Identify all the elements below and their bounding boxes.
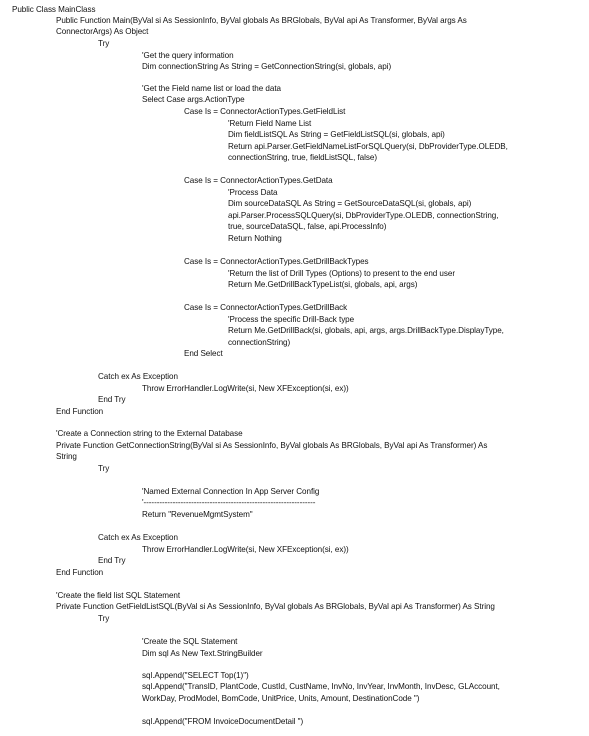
code-line: 'Get the query information — [142, 51, 234, 60]
code-line: connectionString) — [228, 338, 291, 347]
code-line: sql.Append("SELECT Top(1)") — [142, 671, 249, 680]
code-line: Try — [98, 464, 110, 473]
code-line: 'Process the specific Drill-Back type — [228, 315, 355, 324]
code-line: Throw ErrorHandler.LogWrite(si, New XFException(si, ex)) — [142, 384, 349, 393]
code-line: End Try — [98, 395, 126, 404]
code-line: Dim sourceDataSQL As String = GetSourceDataSQL(si, globals, api) — [228, 199, 472, 208]
code-line: Private Function GetConnectionString(ByVal si As SessionInfo, ByVal globals As BRGlobals, ByVal api As Transformer) As — [56, 441, 488, 450]
code-line: 'Create a Connection string to the External Database — [56, 429, 243, 438]
code-line: Throw ErrorHandler.LogWrite(si, New XFException(si, ex)) — [142, 545, 349, 554]
code-line: String — [56, 452, 77, 461]
code-line: api.Parser.ProcessSQLQuery(si, DbProviderType.OLEDB, connectionString, — [228, 211, 499, 220]
code-line: Dim fieldListSQL As String = GetFieldListSQL(si, globals, api) — [228, 130, 445, 139]
code-line: Public Function Main(ByVal si As SessionInfo, ByVal globals As BRGlobals, ByVal api As Transformer, ByVal args As — [56, 16, 467, 25]
code-line: End Function — [56, 407, 104, 416]
code-line: End Function — [56, 568, 104, 577]
code-line: connectionString, true, fieldListSQL, false) — [228, 153, 377, 162]
code-line: Return "RevenueMgmtSystem" — [142, 510, 253, 519]
code-line: 'Named External Connection In App Server Config — [142, 487, 320, 496]
code-line: sql.Append("TransID, PlantCode, CustId, CustName, InvNo, InvYear, InvMonth, InvDesc, GLAccount, — [142, 682, 500, 691]
code-line: Private Function GetFieldListSQL(ByVal si As SessionInfo, ByVal globals As BRGlobals, ByVal api As Transformer) As String — [56, 602, 495, 611]
code-line: Catch ex As Exception — [98, 372, 178, 381]
code-line: End Select — [184, 349, 223, 358]
code-line: 'Get the Field name list or load the data — [142, 84, 281, 93]
code-line: 'Create the field list SQL Statement — [56, 591, 181, 600]
code-line: Return Nothing — [228, 234, 282, 243]
code-line: Public Class MainClass — [12, 5, 96, 14]
code-line: Return Me.GetDrillBackTypeList(si, globals, api, args) — [228, 280, 418, 289]
code-line: Dim connectionString As String = GetConnectionString(si, globals, api) — [142, 62, 392, 71]
code-line: WorkDay, ProdModel, BomCode, UnitPrice, Units, Amount, DestinationCode ") — [142, 694, 420, 703]
code-line: 'Process Data — [228, 188, 278, 197]
code-line: 'Return the list of Drill Types (Options) to present to the end user — [228, 269, 455, 278]
code-line: Catch ex As Exception — [98, 533, 178, 542]
code-line: sql.Append("FROM InvoiceDocumentDetail ") — [142, 717, 304, 726]
code-line: Dim sql As New Text.StringBuilder — [142, 649, 263, 658]
code-line: Case Is = ConnectorActionTypes.GetDrillBackTypes — [184, 257, 369, 266]
code-line: Return api.Parser.GetFieldNameListForSQLQuery(si, DbProviderType.OLEDB, — [228, 142, 508, 151]
code-line: Select Case args.ActionType — [142, 95, 245, 104]
code-line: 'Return Field Name List — [228, 119, 312, 128]
code-line: true, sourceDataSQL, false, api.ProcessInfo) — [228, 222, 387, 231]
code-line: Case Is = ConnectorActionTypes.GetData — [184, 176, 333, 185]
code-line: End Try — [98, 556, 126, 565]
code-line: Try — [98, 39, 110, 48]
code-line: ConnectorArgs) As Object — [56, 27, 149, 36]
code-line: Return Me.GetDrillBack(si, globals, api, args, args.DrillBackType.DisplayType, — [228, 326, 504, 335]
code-line: Case Is = ConnectorActionTypes.GetDrillBack — [184, 303, 348, 312]
code-line: Try — [98, 614, 110, 623]
code-line: Case Is = ConnectorActionTypes.GetFieldList — [184, 107, 346, 116]
code-line: '----------------------------------------------------------------- — [142, 498, 316, 507]
code-line: 'Create the SQL Statement — [142, 637, 238, 646]
